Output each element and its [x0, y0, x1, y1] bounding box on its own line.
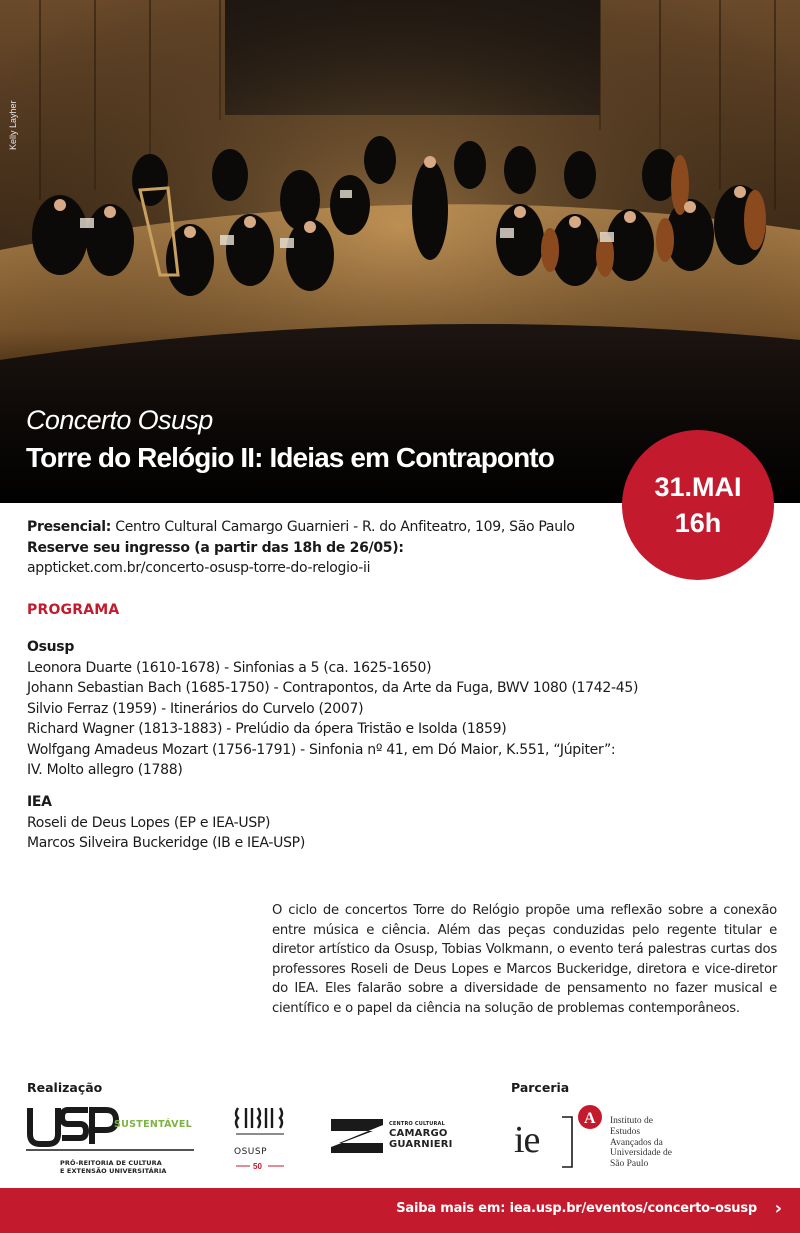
ccg-line1: CAMARGO	[389, 1128, 448, 1139]
svg-text:A: A	[584, 1110, 596, 1127]
program-item: Wolfgang Amadeus Mozart (1756-1791) - Sinfonia nº 41, em Dó Maior, K.551, “Júpiter”:	[27, 741, 616, 758]
svg-text:50: 50	[253, 1162, 262, 1171]
ccg-line2: GUARNIERI	[389, 1139, 453, 1150]
event-description: O ciclo de concertos Torre do Relógio propõe uma reflexão sobre a conexão entre música e ciência. Além das peças conduzidas pelo regente titular e diretor artístico da Osusp, Tobias Volkmann, o evento terá palestras curtas dos professores Roseli de Deus Lopes e Marcos Buckeridge, diretora e vice-diretor do IEA. Eles falarão sobre a diversidade de pensamento no fazer musical e científico e o papel da ciência na solução de problemas contemporâneos.	[272, 903, 777, 1016]
program-item: Johann Sebastian Bach (1685-1750) - Contrapontos, da Arte da Fuga, BWV 1080 (1742-45)	[27, 680, 639, 696]
usp-subtitle	[60, 1159, 167, 1175]
program-item: Silvio Ferraz (1959) - Itinerários do Curvelo (2007)	[27, 700, 364, 717]
iea-logo-mark: ie	[514, 1119, 540, 1161]
event-time: 16h	[674, 508, 722, 538]
footer-link[interactable]: Saiba mais em: iea.usp.br/eventos/concerto-osusp	[396, 1201, 757, 1216]
programa-osusp	[27, 637, 638, 781]
program-item: Leonora Duarte (1610-1678) - Sinfonias a 5 (ca. 1625-1650)	[27, 659, 432, 676]
usp-subtitle-line1: PRÓ-REITORIA DE CULTURA	[60, 1159, 162, 1167]
osusp-heading: Osusp	[27, 639, 75, 655]
venue-info	[27, 517, 575, 579]
event-series: Concerto Osusp	[26, 405, 213, 435]
footer-bar[interactable]	[0, 1188, 800, 1233]
iea-line: Estudos	[610, 1126, 641, 1137]
usp-sustentavel: SUSTENTÁVEL	[114, 1119, 192, 1130]
presencial-value: Centro Cultural Camargo Guarnieri - R. do Anfiteatro, 109, São Paulo	[111, 519, 575, 535]
program-item: IV. Molto allegro (1788)	[27, 762, 183, 778]
usp-subtitle-line2: E EXTENSÃO UNIVERSITÁRIA	[60, 1167, 167, 1175]
tickets-link[interactable]: appticket.com.br/concerto-osusp-torre-do-relogio-ii	[27, 560, 371, 576]
tickets-label-text: Reserve seu ingresso (a partir das 18h de 26/05):	[27, 539, 404, 556]
realizacao-label: Realização	[27, 1080, 103, 1095]
osusp-anniversary-mark	[234, 1161, 288, 1171]
speaker-item: Roseli de Deus Lopes (EP e IEA-USP)	[27, 814, 271, 831]
event-date: 31.MAI	[654, 472, 742, 502]
camargo-guarnieri-logo	[329, 1117, 385, 1155]
iea-logo-symbol	[560, 1103, 606, 1169]
hero-photo	[0, 0, 800, 503]
programa-heading: PROGRAMA	[27, 602, 120, 618]
programa-iea	[27, 792, 305, 854]
iea-line: Avançados da	[610, 1137, 663, 1148]
tickets-label	[27, 538, 575, 559]
speaker-item: Marcos Silveira Buckeridge (IB e IEA-USP)	[27, 835, 305, 851]
chevron-right-icon[interactable]: ›	[774, 1198, 782, 1219]
photo-credit: Kelly Layher	[8, 100, 18, 150]
presencial-label: Presencial:	[27, 519, 112, 535]
ccg-small-text: CENTRO CULTURAL	[389, 1121, 445, 1127]
osusp-logo	[232, 1104, 290, 1148]
presencial-line	[27, 517, 575, 538]
parceria-label: Parceria	[511, 1080, 570, 1095]
event-title: Torre do Relógio II: Ideias em Contraponto	[26, 442, 554, 473]
ccg-name	[389, 1128, 453, 1150]
date-badge	[622, 430, 774, 580]
iea-line: São Paulo	[610, 1159, 649, 1170]
program-item: Richard Wagner (1813-1883) - Prelúdio da ópera Tristão e Isolda (1859)	[27, 721, 507, 737]
iea-line: Instituto de	[610, 1116, 654, 1126]
iea-institution-name	[610, 1116, 672, 1170]
osusp-name: OSUSP	[234, 1147, 268, 1157]
iea-heading: IEA	[27, 794, 52, 810]
iea-line: Universidade de	[610, 1148, 672, 1159]
hero-title-block	[26, 405, 554, 474]
